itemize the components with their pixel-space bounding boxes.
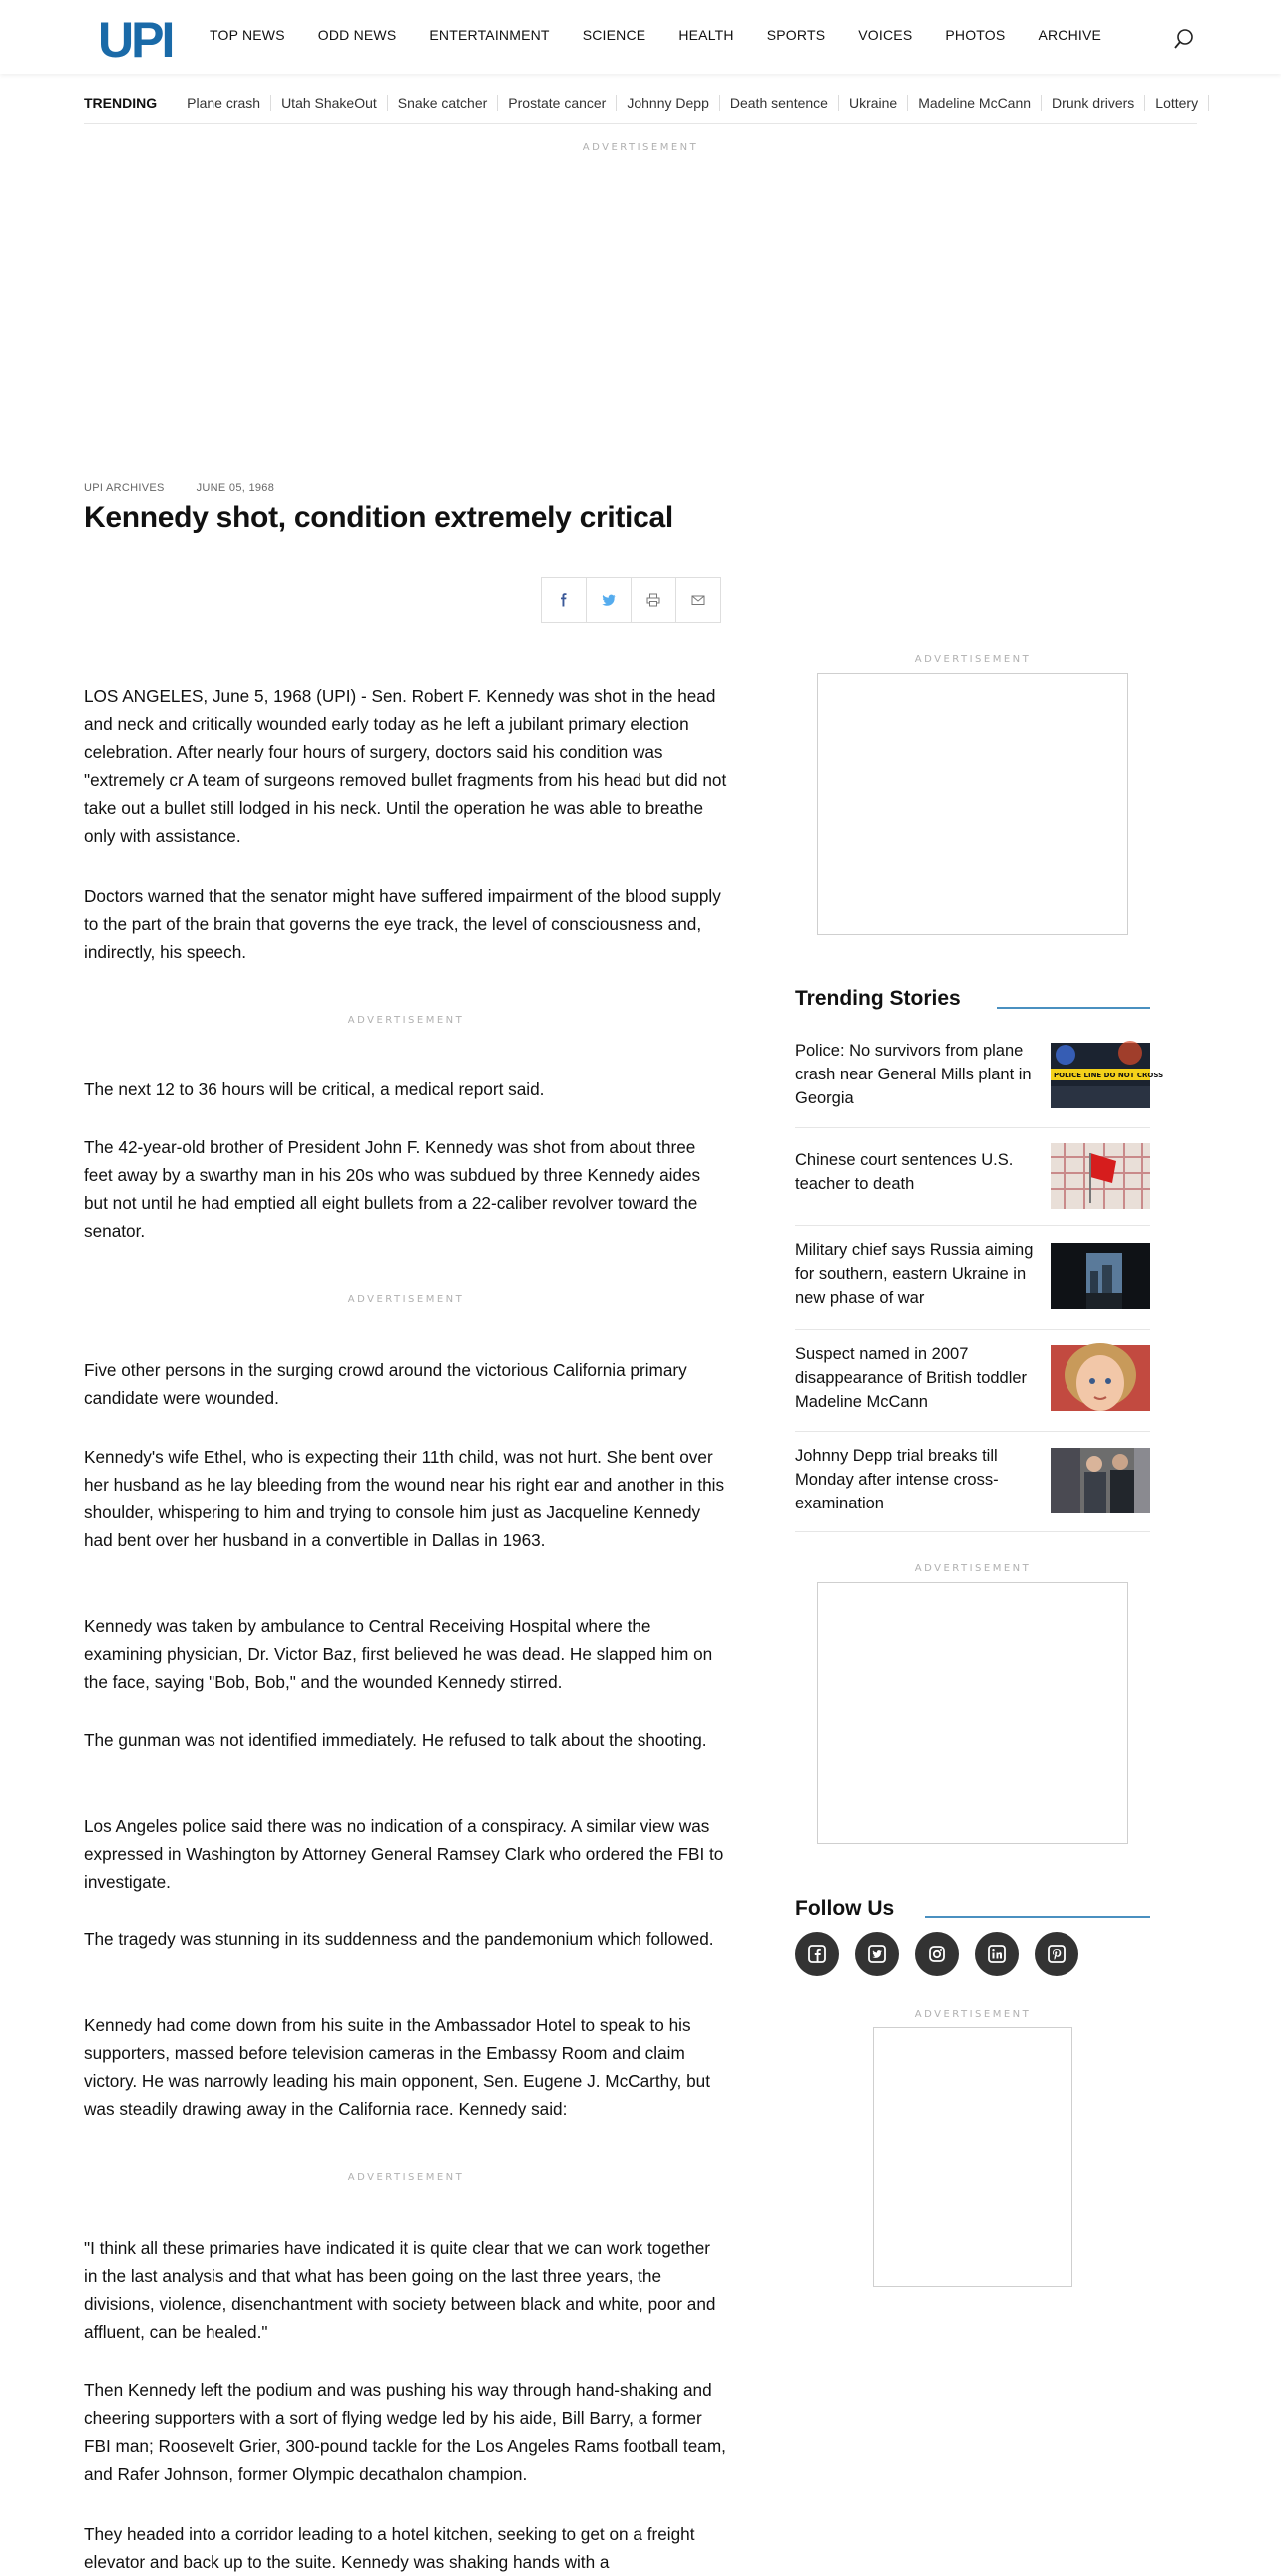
- trending-stories-title: Trending Stories: [795, 987, 961, 1010]
- facebook-icon: [557, 593, 571, 607]
- nav-photos[interactable]: PHOTOS: [945, 27, 1006, 43]
- trending-link[interactable]: Lottery: [1145, 95, 1209, 111]
- pinterest-link[interactable]: [1035, 1932, 1078, 1976]
- instagram-icon: [927, 1944, 947, 1964]
- trending-link[interactable]: Ukraine: [839, 95, 908, 111]
- ad-slot[interactable]: [817, 1582, 1128, 1844]
- ad-slot[interactable]: [817, 673, 1128, 935]
- trending-link[interactable]: Drunk drivers: [1042, 95, 1145, 111]
- upi-logo[interactable]: [96, 12, 184, 68]
- article-paragraph: Doctors warned that the senator might have suffered impairment of the blood supply to the part of the brain that governs the eye track, the level of consciousness and, indirectly, his speech.: [84, 886, 721, 962]
- twitter-link[interactable]: [855, 1932, 899, 1976]
- trending-link[interactable]: Snake catcher: [388, 95, 499, 111]
- article-paragraph: Five other persons in the surging crowd around the victorious California primary candidate were wounded.: [84, 1360, 687, 1408]
- svg-text:UPI: UPI: [98, 12, 173, 68]
- ad-label: ADVERTISEMENT: [914, 654, 1032, 665]
- nav-science[interactable]: SCIENCE: [582, 27, 646, 43]
- ad-label: ADVERTISEMENT: [347, 2172, 465, 2183]
- social-links: [795, 1932, 1078, 1976]
- nav-odd-news[interactable]: ODD NEWS: [317, 27, 397, 43]
- article-paragraph: They headed into a corridor leading to a hotel kitchen, seeking to get on a freight elevator and back up to the suite. Kennedy was shaking hands with a: [84, 2524, 695, 2572]
- story-thumbnail[interactable]: [1051, 1448, 1150, 1513]
- title-divider: [997, 1007, 1150, 1009]
- nav-sports[interactable]: SPORTS: [766, 27, 826, 43]
- trending-link[interactable]: Prostate cancer: [498, 95, 617, 111]
- instagram-link[interactable]: [915, 1932, 959, 1976]
- nav-entertainment[interactable]: ENTERTAINMENT: [429, 27, 550, 43]
- ad-label: ADVERTISEMENT: [347, 1294, 465, 1305]
- trending-story-title[interactable]: Suspect named in 2007 disappearance of British toddler Madeline McCann: [795, 1345, 1028, 1411]
- print-icon: [646, 593, 660, 607]
- trending-story-title[interactable]: Military chief says Russia aiming for southern, eastern Ukraine in new phase of war: [795, 1241, 1034, 1307]
- article-paragraph: Kennedy's wife Ethel, who is expecting their 11th child, was not hurt. She bent over her husband as he lay bleeding from the wound near his right ear and another in this shoulder, whispering to him and trying to console him just as Jacqueline Kennedy had bent over her husband in a convertible in Dallas in 1963.: [84, 1447, 725, 1550]
- ad-label: ADVERTISEMENT: [914, 1563, 1032, 1574]
- facebook-icon: [807, 1944, 827, 1964]
- article-headline: Kennedy shot, condition extremely critical: [84, 501, 673, 534]
- article-date: JUNE 05, 1968: [196, 482, 275, 494]
- article-paragraph: Los Angeles police said there was no indication of a conspiracy. A similar view was expressed in Washington by Attorney General Ramsey Clark who ordered the FBI to investigate.: [84, 1816, 724, 1892]
- nav-archive[interactable]: ARCHIVE: [1038, 27, 1102, 43]
- trending-story[interactable]: [795, 1330, 1150, 1432]
- nav-voices[interactable]: VOICES: [858, 27, 913, 43]
- trending-story[interactable]: [795, 1039, 1164, 1128]
- trending-bar: [84, 82, 1197, 124]
- trending-story-title[interactable]: Johnny Depp trial breaks till Monday after intense cross-examination: [795, 1447, 999, 1512]
- trending-story-title[interactable]: Police: No survivors from plane crash near General Mills plant in Georgia: [795, 1042, 1032, 1107]
- story-thumbnail[interactable]: [1051, 1143, 1150, 1209]
- twitter-icon: [602, 593, 616, 607]
- search-icon[interactable]: [1173, 28, 1195, 50]
- article-meta: [84, 482, 274, 494]
- pinterest-icon: [1047, 1944, 1067, 1964]
- story-thumbnail[interactable]: [1051, 1345, 1150, 1411]
- article-paragraph: Then Kennedy left the podium and was pushing his way through hand-shaking and cheering supporters with a sort of flying wedge led by his aide, Bill Barry, a former FBI man; Roosevelt Grier, 300-pound tackle for the Los Angeles Rams football team, and Rafer Johnson, former Olympic decathalon champion.: [84, 2380, 726, 2484]
- linkedin-icon: [987, 1944, 1007, 1964]
- story-thumbnail[interactable]: [1051, 1243, 1150, 1309]
- trending-link[interactable]: Plane crash: [177, 95, 271, 111]
- ad-label: ADVERTISEMENT: [347, 1015, 465, 1026]
- trending-label: TRENDING: [84, 94, 158, 111]
- trending-link[interactable]: Madeline McCann: [908, 95, 1042, 111]
- share-facebook-button[interactable]: [541, 577, 587, 623]
- trending-link[interactable]: Death sentence: [720, 95, 839, 111]
- article-paragraph: "I think all these primaries have indicated it is quite clear that we can work together in the last analysis and that what has been going on the last three years, the divisions, violence, disenchantment with society between black and white, poor and affluent, can be healed.": [84, 2238, 716, 2342]
- article-section[interactable]: UPI ARCHIVES: [84, 482, 165, 494]
- title-divider: [925, 1916, 1150, 1918]
- trending-link[interactable]: Utah ShakeOut: [271, 95, 388, 111]
- article-paragraph: LOS ANGELES, June 5, 1968 (UPI) - Sen. Robert F. Kennedy was shot in the head and neck and critically wounded early today as he left a jubilant primary election celebration. After nearly four hours of surgery, doctors said his condition was "extremely cr A team of surgeons removed bullet fragments from his head but did not take out a bullet still lodged in his neck. Until the operation he was able to breathe only with assistance.: [84, 686, 727, 846]
- share-twitter-button[interactable]: [586, 577, 632, 623]
- trending-link[interactable]: Johnny Depp: [617, 95, 720, 111]
- email-icon: [691, 593, 705, 607]
- svg-text:POLICE LINE DO NOT CROSS: POLICE LINE DO NOT CROSS: [1054, 1072, 1164, 1079]
- story-thumbnail[interactable]: [1051, 1043, 1164, 1108]
- article-paragraph: The next 12 to 36 hours will be critical, a medical report said.: [84, 1079, 545, 1099]
- linkedin-link[interactable]: [975, 1932, 1019, 1976]
- ad-slot[interactable]: [873, 2027, 1072, 2287]
- site-header: [0, 0, 1281, 74]
- facebook-link[interactable]: [795, 1932, 839, 1976]
- nav-top-news[interactable]: TOP NEWS: [210, 27, 285, 43]
- trending-story-title[interactable]: Chinese court sentences U.S. teacher to death: [795, 1151, 1014, 1193]
- email-button[interactable]: [675, 577, 721, 623]
- article-paragraph: Kennedy had come down from his suite in the Ambassador Hotel to speak to his supporters, massed before television cameras in the Embassy Room and claim victory. He was narrowly leading his main opponent, Sen. Eugene J. McCarthy, but was steadily drawing away in the California race. Kennedy said:: [84, 2015, 710, 2119]
- trending-story[interactable]: [795, 1128, 1150, 1226]
- nav-health[interactable]: HEALTH: [678, 27, 734, 43]
- main-nav: [210, 27, 1134, 43]
- ad-label: ADVERTISEMENT: [914, 2009, 1032, 2020]
- share-buttons: [542, 577, 721, 623]
- follow-us-title: Follow Us: [795, 1897, 895, 1920]
- trending-story[interactable]: [795, 1226, 1150, 1330]
- print-button[interactable]: [631, 577, 676, 623]
- article-paragraph: The 42-year-old brother of President John F. Kennedy was shot from about three feet away by a swarthy man in his 20s who was subdued by three Kennedy aides but not until he had emptied all eight bullets from a 22-caliber revolver toward the senator.: [84, 1137, 701, 1241]
- trending-story[interactable]: [795, 1432, 1150, 1532]
- article-paragraph: Kennedy was taken by ambulance to Central Receiving Hospital where the examining physician, Dr. Victor Baz, first believed he was dead. He slapped him on the face, saying "Bob, Bob," and the wounded Kennedy stirred.: [84, 1616, 713, 1692]
- twitter-icon: [867, 1944, 887, 1964]
- article-paragraph: The tragedy was stunning in its suddenness and the pandemonium which followed.: [84, 1930, 714, 1949]
- ad-label: ADVERTISEMENT: [582, 142, 699, 153]
- article-paragraph: The gunman was not identified immediately. He refused to talk about the shooting.: [84, 1730, 707, 1750]
